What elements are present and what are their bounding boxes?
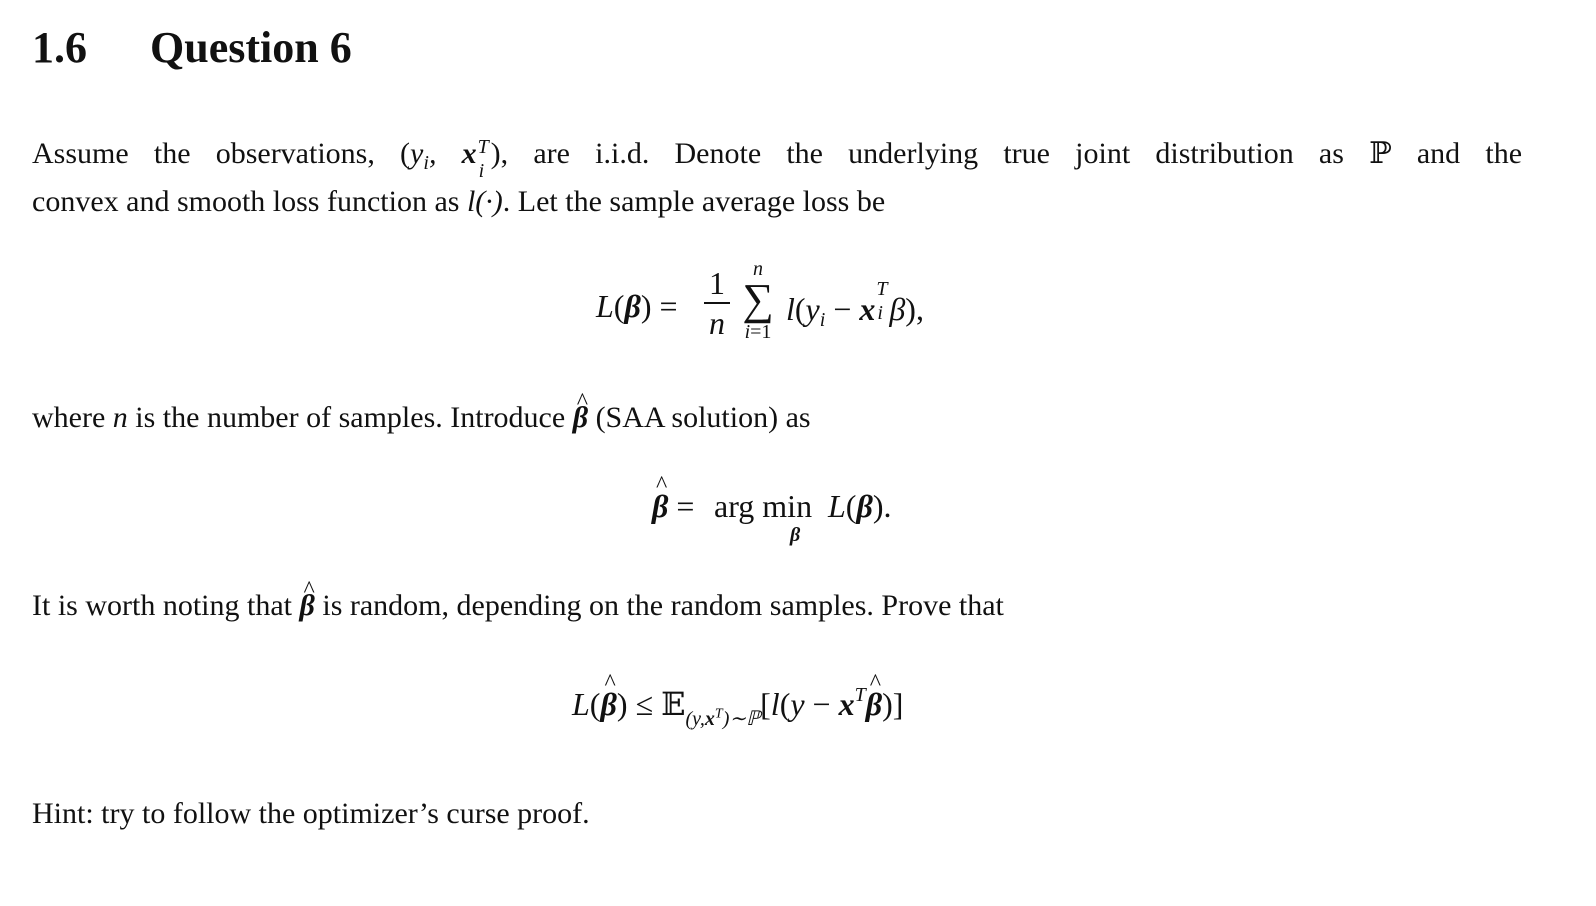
intro-text-4: convex and smooth loss function as <box>32 185 467 218</box>
fraction-one-over-n: 1 n <box>704 266 730 340</box>
summation-sign: n ∑ i=1 <box>742 258 774 343</box>
hint-paragraph: Hint: try to follow the optimizer’s curse proof. <box>32 797 590 830</box>
intro-text-5: . Let the sample average loss be <box>502 185 886 218</box>
noting-text-1: It is worth noting that <box>32 589 300 622</box>
beta-hat-symbol-2: ^ β <box>299 582 314 630</box>
intro-text-1: Assume the observations, <box>32 137 401 170</box>
section-title: Question 6 <box>150 23 352 72</box>
intro-text-3: and the <box>1391 137 1523 170</box>
where-text-2: is the number of samples. Introduce <box>127 401 573 434</box>
equation-summand: l(yi − x T i β), <box>786 278 924 331</box>
equation-lhs: L(β) = <box>596 288 678 324</box>
distribution-symbol: ℙ <box>1369 136 1392 171</box>
beta-hat-symbol: ^ β <box>573 394 588 442</box>
equation-to-prove <box>572 678 992 738</box>
section-number: 1.6 <box>32 23 87 72</box>
intro-paragraph-line-2 <box>32 178 885 226</box>
loss-function-symbol: l(·) <box>466 185 503 218</box>
where-text-1: where <box>32 401 113 434</box>
argmin-operator: arg min <box>714 488 813 524</box>
noting-paragraph <box>32 582 1004 630</box>
beta-hat-lhs: ^ β = <box>652 488 694 525</box>
equation-saa-solution <box>652 486 912 546</box>
observation-tuple: ($y_i$, x T i ) <box>400 136 501 182</box>
intro-text-2: , are i.i.d. Denote the underlying true joint distribution as <box>500 137 1370 170</box>
equation-sample-average-loss <box>596 258 976 358</box>
n-symbol: n <box>112 401 128 434</box>
noting-text-2: is random, depending on the random samples. Prove that <box>314 589 1004 622</box>
inequality: L(^ β) ≤ 𝔼$_{(y,x^T)\sim ℙ}$[l(y − $x^T\^{}$ β)] <box>572 684 903 731</box>
where-text-3: (SAA solution) as <box>588 401 811 434</box>
argmin-subscript: β <box>790 524 801 546</box>
section-heading <box>32 22 352 74</box>
argmin-objective: L(β). <box>828 488 892 524</box>
where-paragraph <box>32 394 811 442</box>
